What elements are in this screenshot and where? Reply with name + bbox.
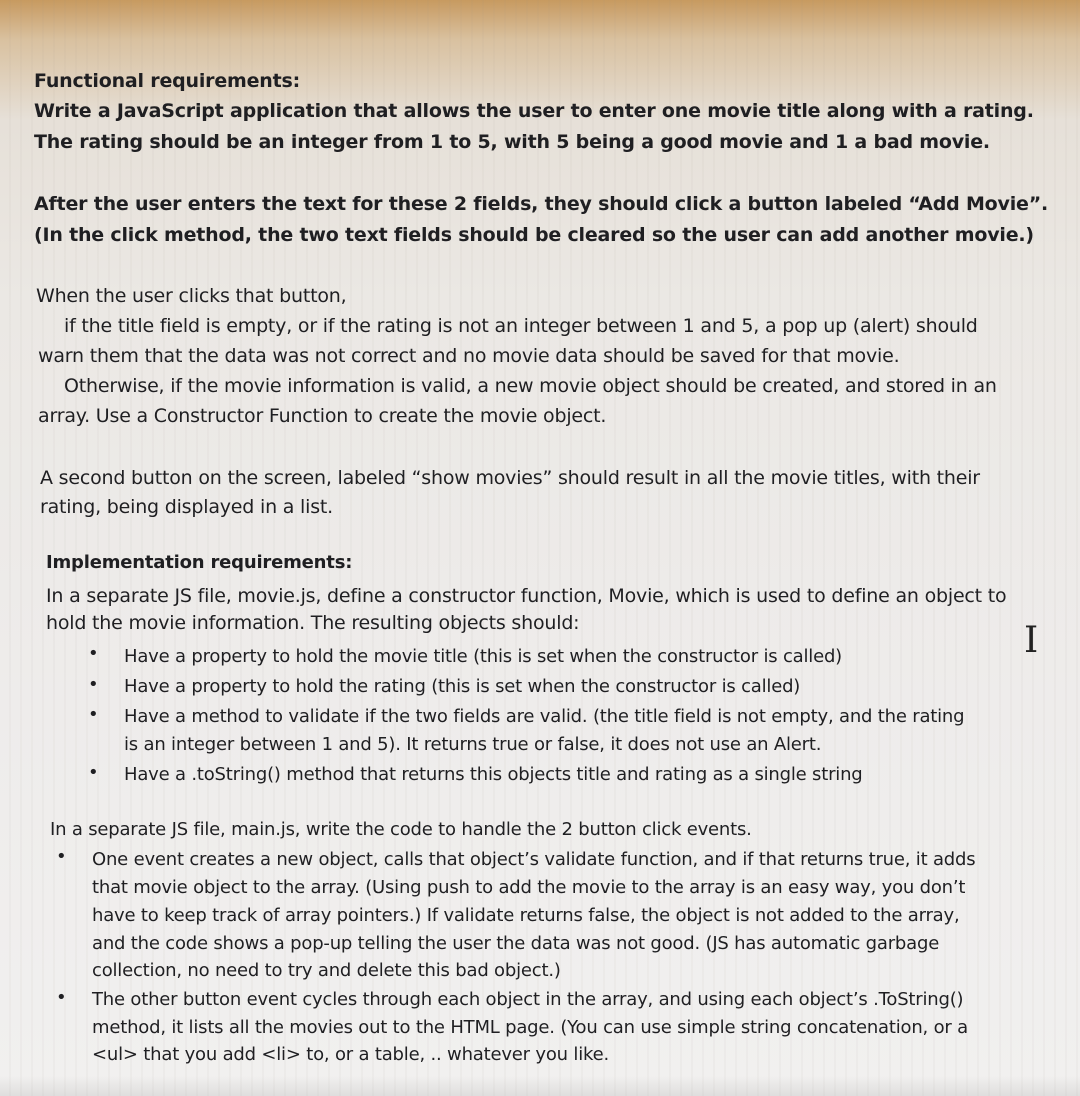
list-item-continuation: method, it lists all the movies out to the HTML page. (You can use simple string concatenation, or a — [92, 1017, 968, 1038]
bullet-icon: • — [56, 846, 67, 867]
list-item: Have a .toString() method that returns this objects title and rating as a single string — [124, 764, 863, 785]
paragraph-line: The rating should be an integer from 1 to 5, with 5 being a good movie and 1 a bad movie. — [34, 131, 990, 153]
paragraph-line: Write a JavaScript application that allows the user to enter one movie title along with a rating. — [34, 100, 1034, 122]
paragraph-line: array. Use a Constructor Function to create the movie object. — [38, 405, 607, 427]
paragraph-line: A second button on the screen, labeled “show movies” should result in all the movie titles, with their — [40, 467, 980, 489]
paragraph-line: After the user enters the text for these 2 fields, they should click a button labeled “Add Movie”. — [34, 193, 1049, 215]
list-item-continuation: collection, no need to try and delete this bad object.) — [92, 960, 561, 981]
bullet-icon: • — [88, 674, 99, 695]
paragraph-line: In a separate JS file, main.js, write the code to handle the 2 button click events. — [50, 819, 752, 840]
bottom-edge-shadow — [0, 1076, 1080, 1096]
paragraph-line: if the title field is empty, or if the rating is not an integer between 1 and 5, a pop up (alert) should — [64, 315, 978, 337]
list-item: The other button event cycles through each object in the array, and using each object’s .ToString() — [92, 989, 964, 1010]
paragraph-line: When the user clicks that button, — [36, 285, 347, 307]
list-item-continuation: and the code shows a pop-up telling the user the data was not good. (JS has automatic garbage — [92, 933, 940, 954]
paragraph-line: Otherwise, if the movie information is valid, a new movie object should be created, and stored in an — [64, 375, 997, 397]
bullet-icon: • — [56, 987, 67, 1008]
list-item-continuation: <ul> that you add <li> to, or a table, .. whatever you like. — [92, 1044, 609, 1065]
paragraph-line: hold the movie information. The resulting objects should: — [46, 612, 580, 634]
list-item: One event creates a new object, calls that object’s validate function, and if that returns true, it adds — [92, 849, 976, 870]
paragraph-line: In a separate JS file, movie.js, define a constructor function, Movie, which is used to define an object to — [46, 585, 1007, 607]
paragraph-line: (In the click method, the two text fields should be cleared so the user can add another movie.) — [34, 224, 1034, 246]
list-item: Have a method to validate if the two fields are valid. (the title field is not empty, and the rating — [124, 706, 965, 727]
paragraph-line: rating, being displayed in a list. — [40, 496, 333, 518]
bullet-icon: • — [88, 762, 99, 783]
list-item-continuation: have to keep track of array pointers.) If validate returns false, the object is not added to the array, — [92, 905, 960, 926]
bullet-icon: • — [88, 643, 99, 664]
functional-requirements-heading: Functional requirements: — [34, 70, 301, 92]
paragraph-line: warn them that the data was not correct and no movie data should be saved for that movie. — [38, 345, 900, 367]
implementation-requirements-heading: Implementation requirements: — [46, 552, 353, 573]
list-item-continuation: is an integer between 1 and 5). It returns true or false, it does not use an Alert. — [124, 734, 822, 755]
list-item: Have a property to hold the movie title (this is set when the constructor is called) — [124, 646, 842, 667]
bullet-icon: • — [88, 704, 99, 725]
list-item: Have a property to hold the rating (this is set when the constructor is called) — [124, 676, 801, 697]
list-item-continuation: that movie object to the array. (Using push to add the movie to the array is an easy way, you don’t — [92, 877, 966, 898]
text-cursor-icon: I — [1024, 620, 1039, 661]
